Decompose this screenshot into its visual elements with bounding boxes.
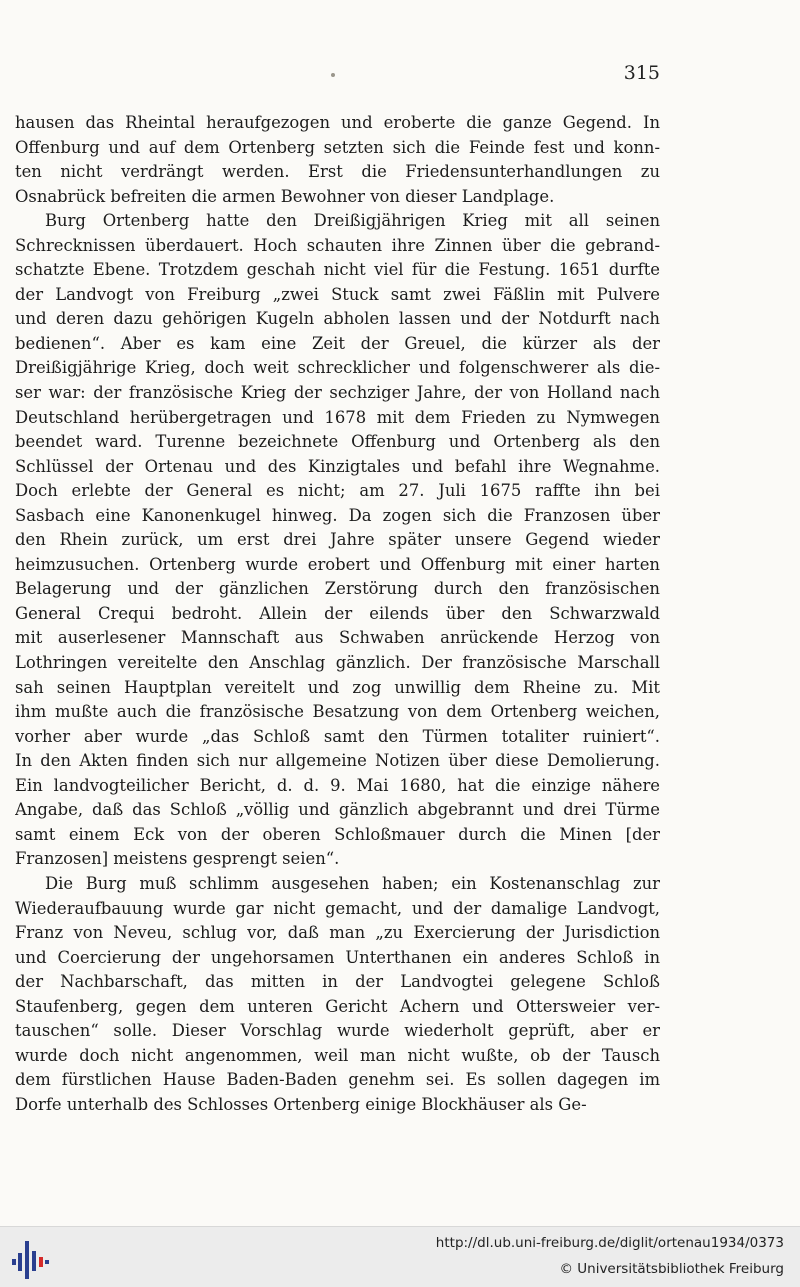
text-line: und Coercierung der ungehorsamen Unterthanen ein anderes Schloß in xyxy=(15,947,660,967)
text-line: Dorfe unterhalb des Schlosses Ortenberg einige Blockhäuser als Ge- xyxy=(15,1094,587,1114)
text-line: Dreißigjährige Krieg, doch weit schrecklicher und folgenschwerer als die- xyxy=(15,358,660,378)
text-line: und deren dazu gehörigen Kugeln abholen lassen und der Notdurft nach xyxy=(15,309,660,329)
copyright-notice: © Universitätsbibliothek Freiburg xyxy=(559,1261,784,1277)
text-line: Sasbach eine Kanonenkugel hinweg. Da zogen sich die Franzosen über xyxy=(15,505,660,525)
text-line: Franz von Neveu, schlug vor, daß man „zu Exercierung der Jurisdiction xyxy=(15,923,660,943)
text-line: Lothringen vereitelte den Anschlag gänzlich. Der französische Marschall xyxy=(15,653,660,673)
text-line: sah seinen Hauptplan vereitelt und zog unwillig dem Rheine zu. Mit xyxy=(15,677,660,697)
text-line: Wiederaufbauung wurde gar nicht gemacht, und der damalige Landvogt, xyxy=(15,898,660,918)
text-line: der Landvogt von Freiburg „zwei Stuck samt zwei Fäßlin mit Pulvere xyxy=(15,284,660,304)
text-line: mit auserlesener Mannschaft aus Schwaben anrückende Herzog von xyxy=(15,628,660,648)
text-line: tauschen“ solle. Dieser Vorschlag wurde wiederholt geprüft, aber er xyxy=(15,1021,660,1041)
paragraph xyxy=(15,872,660,1117)
text-line: den Rhein zurück, um erst drei Jahre später unsere Gegend wieder xyxy=(15,530,660,550)
text-line: heimzusuchen. Ortenberg wurde erobert und Offenburg mit einer harten xyxy=(15,554,660,574)
text-line: ihm mußte auch die französische Besatzung von dem Ortenberg weichen, xyxy=(15,702,660,722)
text-line: General Crequi bedroht. Allein der eilends über den Schwarzwald xyxy=(15,603,660,623)
text-line: bedienen“. Aber es kam eine Zeit der Greuel, die kürzer als der xyxy=(15,333,660,353)
paragraph xyxy=(15,111,660,209)
viewer-footer xyxy=(0,1226,800,1287)
permalink-link[interactable]: http://dl.ub.uni-freiburg.de/diglit/ortenau1934/0373 xyxy=(435,1235,784,1251)
ub-freiburg-logo-icon xyxy=(8,1237,52,1281)
text-line: Schlüssel der Ortenau und des Kinzigtales und befahl ihre Wegnahme. xyxy=(15,456,660,476)
text-line: In den Akten finden sich nur allgemeine Notizen über diese Demolierung. xyxy=(15,751,660,771)
text-line: samt einem Eck von der oberen Schloßmauer durch die Minen [der xyxy=(15,824,660,844)
text-line: Deutschland herübergetragen und 1678 mit dem Frieden zu Nymwegen xyxy=(15,407,660,427)
text-line: dem fürstlichen Hause Baden-Baden genehm sei. Es sollen dagegen im xyxy=(15,1070,660,1090)
text-line: Burg Ortenberg hatte den Dreißigjährigen Krieg mit all seinen xyxy=(45,211,660,231)
text-line: wurde doch nicht angenommen, weil man nicht wußte, ob der Tausch xyxy=(15,1045,660,1065)
page-number: 315 xyxy=(623,62,660,84)
text-line: Offenburg und auf dem Ortenberg setzten sich die Feinde fest und konn- xyxy=(15,137,660,157)
text-line: Angabe, daß das Schloß „völlig und gänzlich abgebrannt und drei Türme xyxy=(15,800,660,820)
page-speck xyxy=(331,73,335,77)
text-line: Schrecknissen überdauert. Hoch schauten ihre Zinnen über die gebrand- xyxy=(15,235,660,255)
text-line: Die Burg muß schlimm ausgesehen haben; ein Kostenanschlag zur xyxy=(45,873,660,893)
text-line: Staufenberg, gegen dem unteren Gericht Achern und Ottersweier ver- xyxy=(15,996,660,1016)
text-line: schatzte Ebene. Trotzdem geschah nicht viel für die Festung. 1651 durfte xyxy=(15,260,660,280)
text-line: ser war: der französische Krieg der sechziger Jahre, der von Holland nach xyxy=(15,383,660,403)
text-line: Franzosen] meistens gesprengt seien“. xyxy=(15,849,340,869)
text-line: vorher aber wurde „das Schloß samt den Türmen totaliter ruiniert“. xyxy=(15,726,660,746)
text-line: beendet ward. Turenne bezeichnete Offenburg und Ortenberg als den xyxy=(15,432,660,452)
text-line: ten nicht verdrängt werden. Erst die Friedensunterhandlungen zu xyxy=(15,162,660,182)
text-line: Doch erlebte der General es nicht; am 27. Juli 1675 raffte ihn bei xyxy=(15,481,660,501)
body-text xyxy=(15,111,660,1117)
text-line: der Nachbarschaft, das mitten in der Landvogtei gelegene Schloß xyxy=(15,972,660,992)
text-line: Belagerung und der gänzlichen Zerstörung durch den französischen xyxy=(15,579,660,599)
paragraph xyxy=(15,209,660,872)
text-line: Osnabrück befreiten die armen Bewohner von dieser Landplage. xyxy=(15,186,555,206)
text-line: hausen das Rheintal heraufgezogen und eroberte die ganze Gegend. In xyxy=(15,113,660,132)
text-line: Ein landvogteilicher Bericht, d. d. 9. Mai 1680, hat die einzige nähere xyxy=(15,775,660,795)
